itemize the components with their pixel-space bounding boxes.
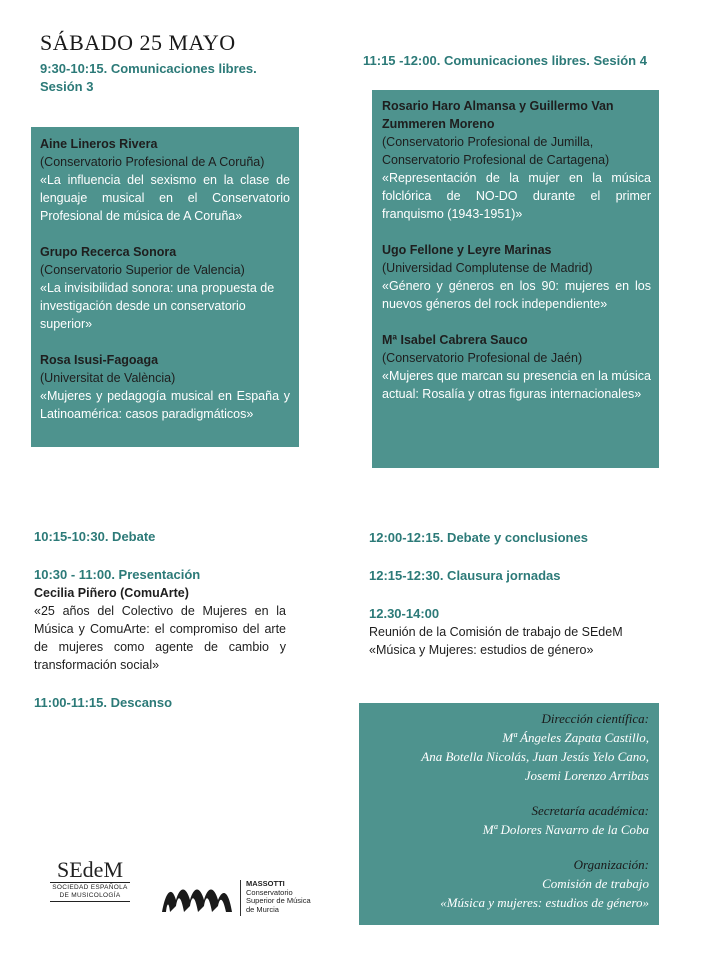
direction-name: Mª Ángeles Zapata Castillo, [502, 730, 649, 745]
massotti-mark-icon [160, 880, 234, 916]
secretary-group [369, 801, 649, 839]
secretary-label: Secretaría académica: [531, 803, 649, 818]
direction-name: Ana Botella Nicolás, Juan Jesús Yelo Cano, [421, 749, 649, 764]
talk-title: «Representación de la mujer en la música folclórica de NO-DO durante el primer franquismo (1943-1951)» [382, 171, 651, 221]
sedem-logo [50, 858, 130, 902]
talk-title: «Mujeres y pedagogía musical en España y Latinoamérica: casos paradigmáticos» [40, 389, 290, 421]
massotti-line: Conservatorio [246, 887, 293, 897]
massotti-line: Superior de Música [246, 896, 311, 905]
session4-entry-3 [382, 331, 651, 403]
speaker-name: Rosario Haro Almansa y Guillermo Van Zummeren Moreno [382, 99, 614, 131]
closing-time: 12:15-12:30. Clausura jornadas [369, 568, 561, 583]
speaker-institution: (Universidad Complutense de Madrid) [382, 261, 593, 275]
direction-label: Dirección científica: [541, 711, 649, 726]
speaker-institution: (Conservatorio Profesional de Jaén) [382, 351, 583, 365]
credits-box [359, 703, 659, 925]
direction-name: Josemi Lorenzo Arribas [524, 768, 649, 783]
session3-entry-2 [40, 243, 290, 333]
speaker-name: Mª Isabel Cabrera Sauco [382, 333, 528, 347]
sedem-mark: SEdeM [57, 857, 123, 882]
closing-debate-time: 12:00-12:15. Debate y conclusiones [369, 530, 588, 545]
massotti-text [246, 880, 311, 914]
massotti-divider [240, 880, 241, 916]
session3-box [31, 127, 299, 447]
day-title: SÁBADO 25 MAYO [40, 30, 236, 55]
massotti-name: MASSOTTI [246, 879, 285, 888]
session4-box [372, 90, 659, 468]
sedem-caption-line: DE MUSICOLOGÍA [59, 892, 121, 899]
talk-title: «Mujeres que marcan su presencia en la música actual: Rosalía y otras figuras internacionales» [382, 369, 651, 401]
session4-entry-1 [382, 97, 651, 223]
session3-label: Sesión 3 [40, 79, 94, 94]
presentation-time: 10:30 - 11:00. Presentación [34, 567, 201, 582]
session3-entry-1 [40, 135, 290, 225]
break-time: 11:00-11:15. Descanso [34, 695, 173, 710]
massotti-line: de Murcia [246, 904, 279, 914]
talk-title: «Género y géneros en los 90: mujeres en los nuevos géneros del rock independiente» [382, 279, 651, 311]
right-program [369, 529, 649, 659]
session3-entry-3 [40, 351, 290, 423]
speaker-name: Rosa Isusi-Fagoaga [40, 353, 159, 367]
speaker-name: Aine Lineros Rivera [40, 137, 158, 151]
sedem-caption [50, 882, 130, 902]
presenter-name: Cecilia Piñero (ComuArte) [34, 586, 189, 600]
sedem-caption-line: SOCIEDAD ESPAÑOLA [52, 884, 128, 891]
session4-entry-2 [382, 241, 651, 313]
left-program [34, 528, 286, 712]
organization-group [369, 855, 649, 912]
session3-time: 9:30-10:15. Comunicaciones libres. [40, 61, 257, 76]
organization-label: Organización: [573, 857, 649, 872]
speaker-name: Ugo Fellone y Leyre Marinas [382, 243, 552, 257]
secretary-name: Mª Dolores Navarro de la Coba [482, 822, 649, 837]
organization-line: Comisión de trabajo [542, 876, 649, 891]
meeting-description: Reunión de la Comisión de trabajo de SEdeM «Música y Mujeres: estudios de género» [369, 625, 623, 657]
speaker-institution: (Conservatorio Profesional de Jumilla, Conservatorio Profesional de Cartagena) [382, 135, 610, 167]
speaker-name: Grupo Recerca Sonora [40, 245, 177, 259]
presentation-title: «25 años del Colectivo de Mujeres en la Música y ComuArte: el compromiso del arte de mujeres como agente de cambio y transformación social» [34, 604, 286, 672]
speaker-institution: (Conservatorio Superior de Valencia) [40, 263, 245, 277]
talk-title: «La influencia del sexismo en la clase de lenguaje musical en el Conservatorio Profesional de música de A Coruña» [40, 173, 290, 223]
session4-heading: 11:15 -12:00. Comunicaciones libres. Sesión 4 [363, 53, 647, 68]
direction-group [369, 709, 649, 785]
debate-time: 10:15-10:30. Debate [34, 529, 156, 544]
speaker-institution: (Conservatorio Profesional de A Coruña) [40, 155, 265, 169]
organization-line: «Música y mujeres: estudios de género» [440, 895, 649, 910]
speaker-institution: (Universitat de València) [40, 371, 176, 385]
session3-heading [40, 60, 257, 96]
massotti-logo [160, 880, 320, 920]
meeting-time: 12.30-14:00 [369, 606, 440, 621]
talk-title: «La invisibilidad sonora: una propuesta de investigación desde un conservatorio superior» [40, 281, 275, 331]
